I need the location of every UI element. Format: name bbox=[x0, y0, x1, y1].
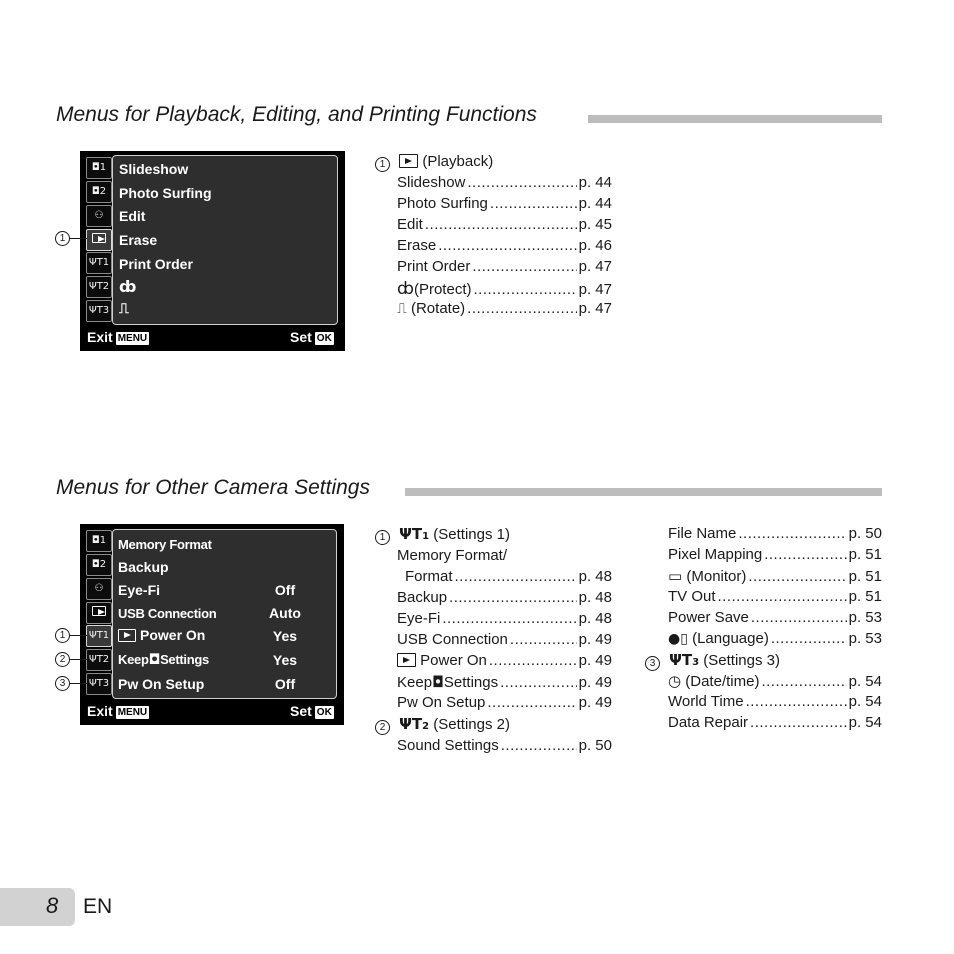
camera-lcd-settings-menu bbox=[80, 524, 344, 725]
list-item: Pw On Setup ..... p. 49 bbox=[397, 694, 612, 711]
protect-icon: ȸ bbox=[397, 279, 414, 299]
list-callout-1: 1 bbox=[375, 157, 390, 172]
list-item: Sound Settings ..... p. 50 bbox=[397, 737, 612, 754]
list-item: ȸ(Protect) ..... p. 47 bbox=[397, 279, 612, 299]
list-item: ●▯ (Language) ..... p. 53 bbox=[668, 630, 882, 647]
ok-button-icon: OK bbox=[316, 333, 332, 344]
rotate-icon: ⎍ bbox=[397, 301, 407, 317]
settings-2-icon: ΨΤ2 bbox=[399, 715, 430, 733]
list-item: USB Connection ..... p. 49 bbox=[397, 631, 612, 648]
movie-icon[interactable]: ⚇ bbox=[86, 205, 112, 227]
callout-2: 2 bbox=[55, 652, 70, 667]
list-item: Pixel Mapping ..... p. 51 bbox=[668, 546, 882, 563]
exit-hint bbox=[87, 329, 149, 345]
section-rule bbox=[588, 115, 882, 123]
menu-item-edit[interactable]: Edit bbox=[119, 208, 146, 224]
list-item: Format ..... p. 48 bbox=[405, 568, 612, 585]
menu-button-icon: MENU bbox=[117, 707, 148, 718]
exit-label: Exit bbox=[87, 329, 113, 345]
list-callout-1: 1 bbox=[375, 530, 390, 545]
menu-item-pw-on-setup[interactable]: Pw On Setup bbox=[118, 676, 205, 692]
monitor-icon: ▭ bbox=[668, 567, 683, 585]
keep-settings-value: Yes bbox=[272, 652, 298, 668]
pw-on-setup-value: Off bbox=[274, 676, 296, 692]
menu-item-photo-surfing[interactable]: Photo Surfing bbox=[119, 185, 212, 201]
settings-3-icon: ΨΤ3 bbox=[669, 651, 700, 669]
list-item: ⎍ (Rotate) ..... p. 47 bbox=[397, 300, 612, 317]
settings-1-icon[interactable]: ΨΤ1 bbox=[86, 625, 112, 647]
menu-item-memory-format[interactable]: Memory Format bbox=[118, 537, 212, 552]
set-label: Set bbox=[290, 329, 312, 345]
camera-icon: ◘ bbox=[432, 673, 444, 691]
list-item: Print Order ..... p. 47 bbox=[397, 258, 612, 275]
protect-icon[interactable]: ȸ bbox=[119, 277, 137, 296]
page-number: 8 bbox=[46, 893, 59, 918]
usb-connection-value: Auto bbox=[269, 605, 301, 621]
list-item: TV Out ..... p. 51 bbox=[668, 588, 882, 605]
language-code: EN bbox=[83, 895, 113, 918]
memory-format-line: Memory Format/ bbox=[397, 547, 508, 564]
camera-1-icon[interactable]: ◘1 bbox=[86, 157, 112, 179]
camera-icon: ◘ bbox=[148, 652, 161, 668]
page-number-tab bbox=[0, 888, 75, 926]
settings-1-icon: ΨΤ1 bbox=[399, 525, 430, 543]
settings-2-header bbox=[375, 715, 510, 734]
power-on-value: Yes bbox=[272, 628, 298, 644]
playback-icon bbox=[118, 629, 136, 642]
list-callout-3: 3 bbox=[645, 656, 660, 671]
list-item: Keep◘Settings ..... p. 49 bbox=[397, 673, 612, 691]
playback-header-text: (Playback) bbox=[422, 153, 494, 170]
eye-fi-value: Off bbox=[274, 582, 296, 598]
callout-leader bbox=[70, 659, 87, 660]
menu-button-icon: MENU bbox=[117, 333, 148, 344]
menu-item-eye-fi[interactable]: Eye-Fi bbox=[118, 582, 161, 598]
rotate-icon[interactable]: ⎍ bbox=[119, 301, 129, 317]
callout-leader bbox=[70, 238, 87, 239]
menu-item-erase[interactable]: Erase bbox=[119, 232, 158, 248]
playback-icon[interactable] bbox=[86, 229, 112, 251]
movie-icon[interactable]: ⚇ bbox=[86, 578, 112, 600]
exit-label: Exit bbox=[87, 703, 113, 719]
settings-2-icon[interactable]: ΨΤ2 bbox=[86, 276, 112, 298]
clock-icon: ◷ bbox=[668, 672, 682, 690]
camera-2-icon[interactable]: ◘2 bbox=[86, 181, 112, 203]
ok-button-icon: OK bbox=[316, 707, 332, 718]
callout-leader bbox=[70, 683, 87, 684]
menu-item-usb-connection[interactable]: USB Connection bbox=[118, 606, 217, 621]
callout-3: 3 bbox=[55, 676, 70, 691]
list-item: Erase ..... p. 46 bbox=[397, 237, 612, 254]
language-icon: ●▯ bbox=[668, 631, 688, 647]
list-callout-2: 2 bbox=[375, 720, 390, 735]
camera-2-icon[interactable]: ◘2 bbox=[86, 554, 112, 576]
callout-1: 1 bbox=[55, 231, 70, 246]
set-hint bbox=[290, 329, 334, 345]
settings-1-icon[interactable]: ΨΤ1 bbox=[86, 252, 112, 274]
playback-icon[interactable] bbox=[86, 602, 112, 624]
settings-3-icon[interactable]: ΨΤ3 bbox=[86, 673, 112, 695]
settings-1-header bbox=[375, 525, 510, 544]
playback-icon bbox=[397, 653, 416, 667]
section-title-camera-settings: Menus for Other Camera Settings bbox=[56, 476, 370, 499]
list-item: Power Save ..... p. 53 bbox=[668, 609, 882, 626]
settings-3-icon[interactable]: ΨΤ3 bbox=[86, 300, 112, 322]
callout-leader bbox=[70, 635, 87, 636]
exit-hint bbox=[87, 703, 149, 719]
menu-item-print-order[interactable]: Print Order bbox=[119, 256, 193, 272]
list-item: ◷ (Date/time) ..... p. 54 bbox=[668, 672, 882, 690]
list-item: File Name ..... p. 50 bbox=[668, 525, 882, 542]
camera-lcd-playback-menu bbox=[80, 151, 345, 351]
settings-1-header-text: (Settings 1) bbox=[433, 526, 510, 543]
playback-header bbox=[375, 153, 493, 171]
list-item: Photo Surfing ..... p. 44 bbox=[397, 195, 612, 212]
playback-icon bbox=[399, 154, 418, 168]
settings-2-icon[interactable]: ΨΤ2 bbox=[86, 649, 112, 671]
menu-item-backup[interactable]: Backup bbox=[118, 559, 169, 575]
list-item: Edit ..... p. 45 bbox=[397, 216, 612, 233]
list-item: Data Repair ..... p. 54 bbox=[668, 714, 882, 731]
set-label: Set bbox=[290, 703, 312, 719]
list-item: Eye-Fi ..... p. 48 bbox=[397, 610, 612, 627]
section-rule bbox=[405, 488, 882, 496]
camera-1-icon[interactable]: ◘1 bbox=[86, 530, 112, 552]
settings-2-header-text: (Settings 2) bbox=[433, 716, 510, 733]
section-title-playback: Menus for Playback, Editing, and Printing Functions bbox=[56, 103, 537, 126]
settings-3-header bbox=[645, 651, 780, 670]
menu-item-keep-settings[interactable]: Keep◘Settings bbox=[118, 652, 209, 668]
menu-item-power-on[interactable]: Power On bbox=[118, 627, 205, 643]
settings-3-header-text: (Settings 3) bbox=[703, 652, 780, 669]
list-item: Power On ..... p. 49 bbox=[397, 652, 612, 669]
callout-1: 1 bbox=[55, 628, 70, 643]
menu-item-slideshow[interactable]: Slideshow bbox=[119, 161, 189, 177]
list-item: Slideshow ..... p. 44 bbox=[397, 174, 612, 191]
list-item: World Time ..... p. 54 bbox=[668, 693, 882, 710]
list-item: Backup ..... p. 48 bbox=[397, 589, 612, 606]
set-hint bbox=[290, 703, 334, 719]
list-item: ▭ (Monitor) ..... p. 51 bbox=[668, 567, 882, 585]
